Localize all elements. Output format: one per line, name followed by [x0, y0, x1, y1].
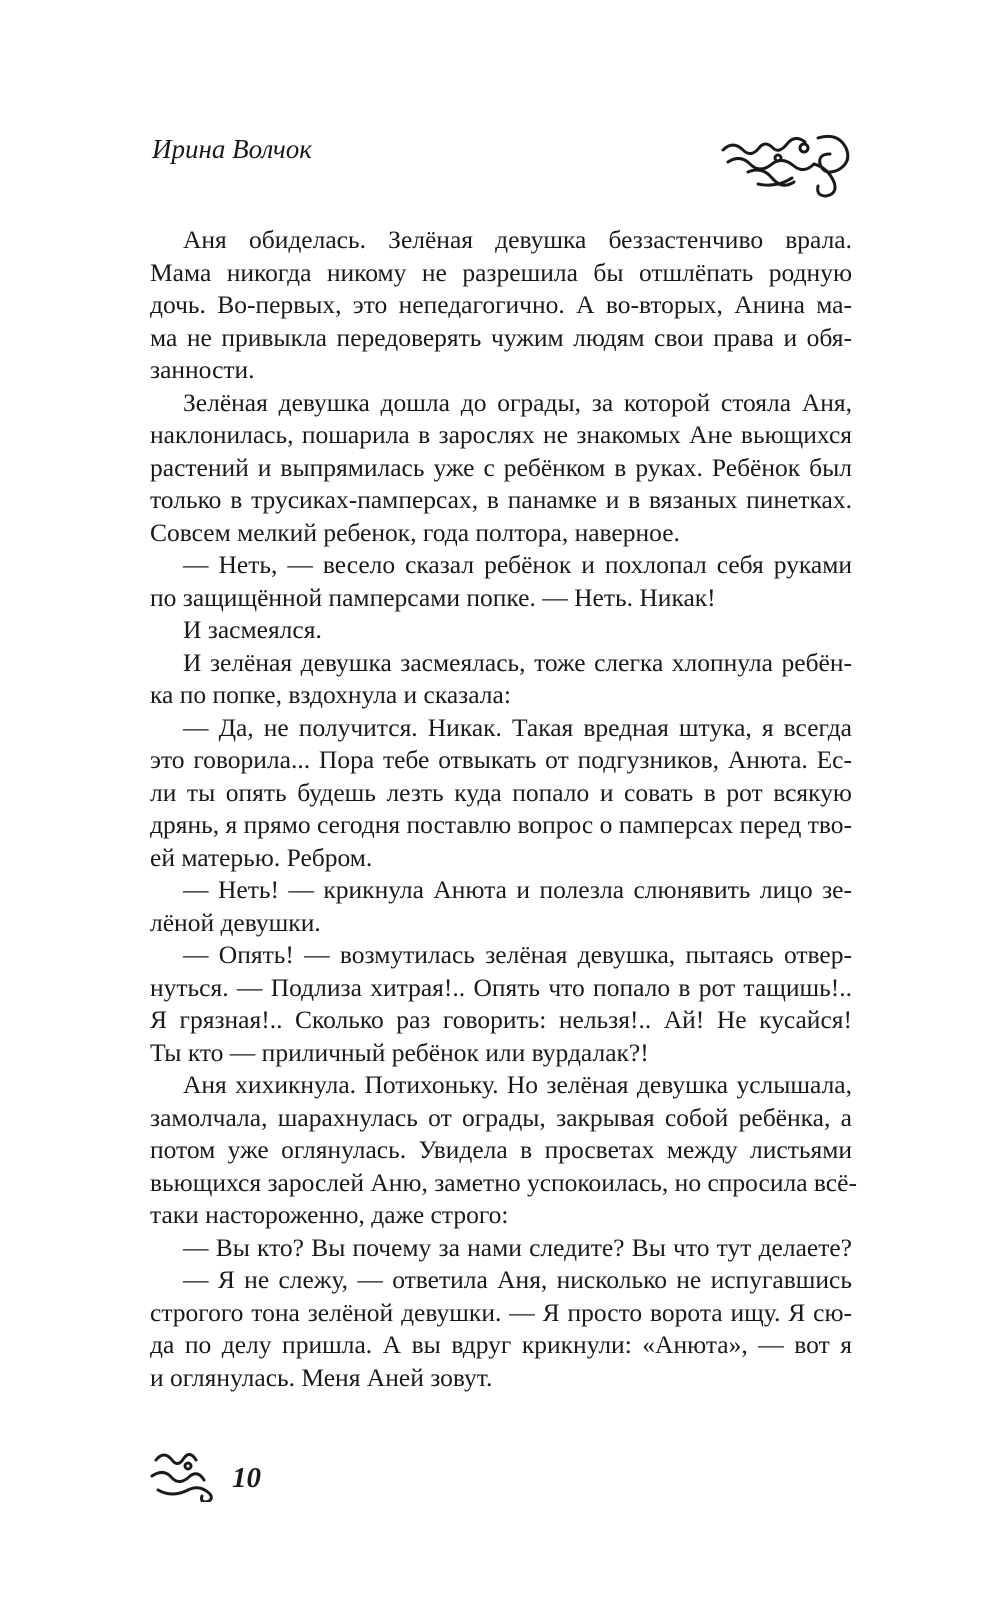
- text-line: дочь. Во-первых, это непедагогично. А во-вторых, Анина ма-: [150, 290, 852, 319]
- text-line: и оглянулась. Меня Аней зовут.: [150, 1362, 493, 1392]
- text-line: — Вы кто? Вы почему за нами следите? Вы что тут делаете?: [183, 1232, 852, 1262]
- text-line: Совсем мелкий ребенок, года полтора, наверное.: [150, 517, 680, 547]
- text-line: ей матерью. Ребром.: [150, 842, 373, 872]
- text-line: нуться. — Подлиза хитрая!.. Опять что попало в рот тащишь!..: [150, 972, 852, 1002]
- text-line: ма не привыкла передоверять чужим людям свои права и обя-: [150, 322, 852, 352]
- running-header-author: Ирина Волчок: [152, 134, 312, 164]
- text-line: Аня обиделась. Зелёная девушка беззастенчиво врала.: [183, 225, 852, 254]
- text-line: таки настороженно, даже строго:: [150, 1200, 509, 1229]
- text-line: вьющихся зарослей Аню, заметно успокоилась, но спросила всё-: [150, 1167, 857, 1197]
- text-line: Зелёная девушка дошла до ограды, за которой стояла Аня,: [183, 387, 852, 417]
- text-line: — Опять! — возмутилась зелёная девушка, пытаясь отвер-: [183, 940, 852, 969]
- text-line: строгого тона зелёной девушки. — Я просто ворота ищу. Я сю-: [150, 1297, 852, 1327]
- text-line: потом уже оглянулась. Увидела в просветах между листьями: [150, 1135, 852, 1164]
- page-number: 10: [232, 1462, 261, 1494]
- text-line: — Я не слежу, — ответила Аня, нисколько не испугавшись: [183, 1265, 852, 1294]
- ornament-icon: [148, 1446, 218, 1502]
- text-line: — Неть! — крикнула Анюта и полезла слюнявить лицо зе-: [183, 875, 852, 904]
- text-line: да по делу пришла. А вы вдруг крикнули: «Анюта», — вот я: [150, 1330, 852, 1359]
- text-line: ли ты опять будешь лезть куда попало и совать в рот всякую: [150, 777, 852, 807]
- ornament-icon: [718, 128, 853, 198]
- text-line: это говорила... Пора тебе отвыкать от подгузников, Анюта. Ес-: [150, 745, 852, 774]
- text-line: Я грязная!.. Сколько раз говорить: нельзя!.. Ай! Не кусайся!: [150, 1005, 852, 1034]
- text-line: дрянь, я прямо сегодня поставлю вопрос о памперсах перед тво-: [150, 810, 852, 839]
- text-line: Ты кто — приличный ребёнок или вурдалак?!: [150, 1037, 649, 1067]
- text-line: И засмеялся.: [183, 615, 322, 644]
- text-line: по защищённой памперсами попке. — Неть. Никак!: [150, 582, 716, 612]
- text-line: ка по попке, вздохнула и сказала:: [150, 680, 511, 709]
- text-line: — Да, не получится. Никак. Такая вредная штука, я всегда: [183, 712, 852, 742]
- text-line: лёной девушки.: [150, 907, 321, 937]
- text-line: И зелёная девушка засмеялась, тоже слегка хлопнула ребён-: [183, 647, 852, 677]
- text-line: наклонилась, пошарила в зарослях не знакомых Ане вьющихся: [150, 420, 852, 449]
- text-line: растений и выпрямилась уже с ребёнком в руках. Ребёнок был: [150, 452, 852, 482]
- page-body-text: [150, 224, 857, 1394]
- text-line: Мама никогда никому не разрешила бы отшлёпать родную: [150, 257, 852, 287]
- text-line: занности.: [150, 355, 255, 384]
- text-line: замолчала, шарахнулась от ограды, закрывая собой ребёнка, а: [150, 1102, 852, 1132]
- text-line: — Неть, — весело сказал ребёнок и похлопал себя руками: [183, 550, 852, 579]
- text-line: только в трусиках-памперсах, в панамке и в вязаных пинетках.: [150, 485, 852, 514]
- text-line: Аня хихикнула. Потихоньку. Но зелёная девушка услышала,: [183, 1070, 852, 1099]
